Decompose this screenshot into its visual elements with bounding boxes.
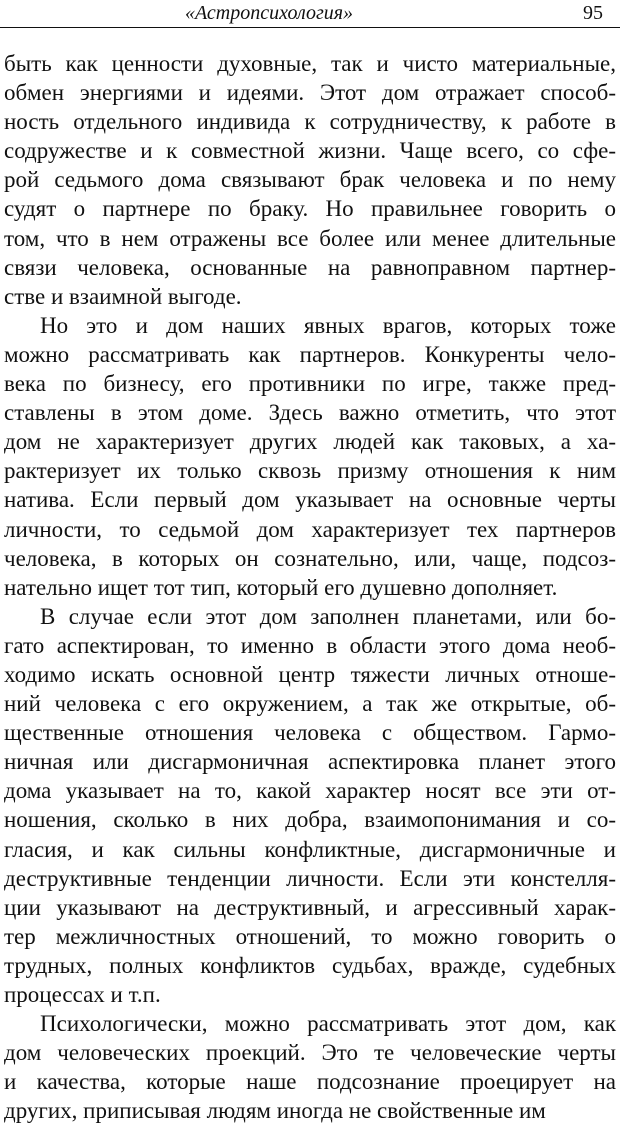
header-title: «Астропсихология»	[185, 2, 354, 24]
paragraph	[0, 1009, 620, 1125]
running-header	[0, 0, 620, 30]
text-line: гато аспектирован, то именно в области этого дома необ-	[4, 632, 616, 658]
text-line: гласия, и как сильны конфликтные, дисгармоничные и	[4, 836, 616, 862]
text-line: других, приписывая людям иногда не свойственные им	[4, 1098, 546, 1124]
page-number: 95	[583, 2, 603, 24]
text-line: дома указывает на то, какой характер носят все эти от-	[4, 778, 616, 804]
paragraph	[0, 311, 620, 602]
text-line: связи человека, основанные на равноправном партнер-	[4, 254, 616, 280]
text-line: натива. Если первый дом указывает на основные черты	[4, 487, 616, 513]
text-line: Психологически, можно рассматривать этот дом, как	[40, 1011, 616, 1037]
text-line: трудных, полных конфликтов судьбах, вражде, судебных	[4, 952, 616, 978]
paragraph	[0, 602, 620, 1009]
text-line: дом человеческих проекций. Это те человеческие черты	[4, 1040, 616, 1066]
text-line: века по бизнесу, его противники по игре, также пред-	[4, 371, 616, 397]
text-line: ность отдельного индивида к сотрудничеству, к работе в	[4, 109, 616, 135]
text-line: судят о партнере по браку. Но правильнее говорить о	[4, 196, 616, 222]
header-rule	[0, 27, 620, 28]
text-line: можно рассматривать как партнеров. Конкуренты чело-	[4, 341, 616, 367]
text-line: В случае если этот дом заполнен планетами, или бо-	[40, 603, 616, 629]
text-line: дом не характеризует других людей как таковых, а ха-	[4, 429, 616, 455]
text-line: ходимо искать основной центр тяжести личных отноше-	[4, 661, 616, 687]
text-line: содружестве и к совместной жизни. Чаще всего, со сфе-	[4, 138, 616, 164]
text-line: тер межличностных отношений, то можно говорить о	[4, 923, 616, 949]
text-line: ний человека с его окружением, а так же открытые, об-	[4, 691, 616, 717]
text-line: нательно ищет тот тип, который его душевно дополняет.	[4, 574, 558, 600]
text-line: человека, в которых он сознательно, или, чаще, подсоз-	[4, 545, 616, 571]
text-line: ношения, сколько в них добра, взаимопонимания и со-	[4, 807, 616, 833]
text-line: стве и взаимной выгоде.	[4, 283, 242, 309]
text-line: том, что в нем отражены все более или менее длительные	[4, 225, 616, 251]
text-line: ции указывают на деструктивный, и агрессивный харак-	[4, 894, 616, 920]
text-line: ничная или дисгармоничная аспектировка планет этого	[4, 749, 616, 775]
text-line: процессах и т.п.	[4, 982, 161, 1007]
text-line: ставлены в этом доме. Здесь важно отметить, что этот	[4, 400, 616, 426]
text-line: быть как ценности духовные, так и чисто материальные,	[4, 51, 616, 76]
text-line: Но это и дом наших явных врагов, которых тоже	[40, 312, 616, 338]
text-line: щественные отношения человека с обществом. Гармо-	[4, 720, 616, 746]
text-line: деструктивные тенденции личности. Если эти констелля-	[4, 865, 616, 891]
text-line: рой седьмого дома связывают брак человека и по нему	[4, 167, 616, 193]
text-line: и качества, которые наше подсознание проецирует на	[4, 1069, 616, 1095]
body-text	[0, 49, 620, 1125]
paragraph	[0, 49, 620, 311]
text-line: рактеризует их только сквозь призму отношения к ним	[4, 458, 616, 484]
text-line: обмен энергиями и идеями. Этот дом отражает способ-	[4, 80, 616, 106]
text-line: личности, то седьмой дом характеризует тех партнеров	[4, 516, 616, 542]
